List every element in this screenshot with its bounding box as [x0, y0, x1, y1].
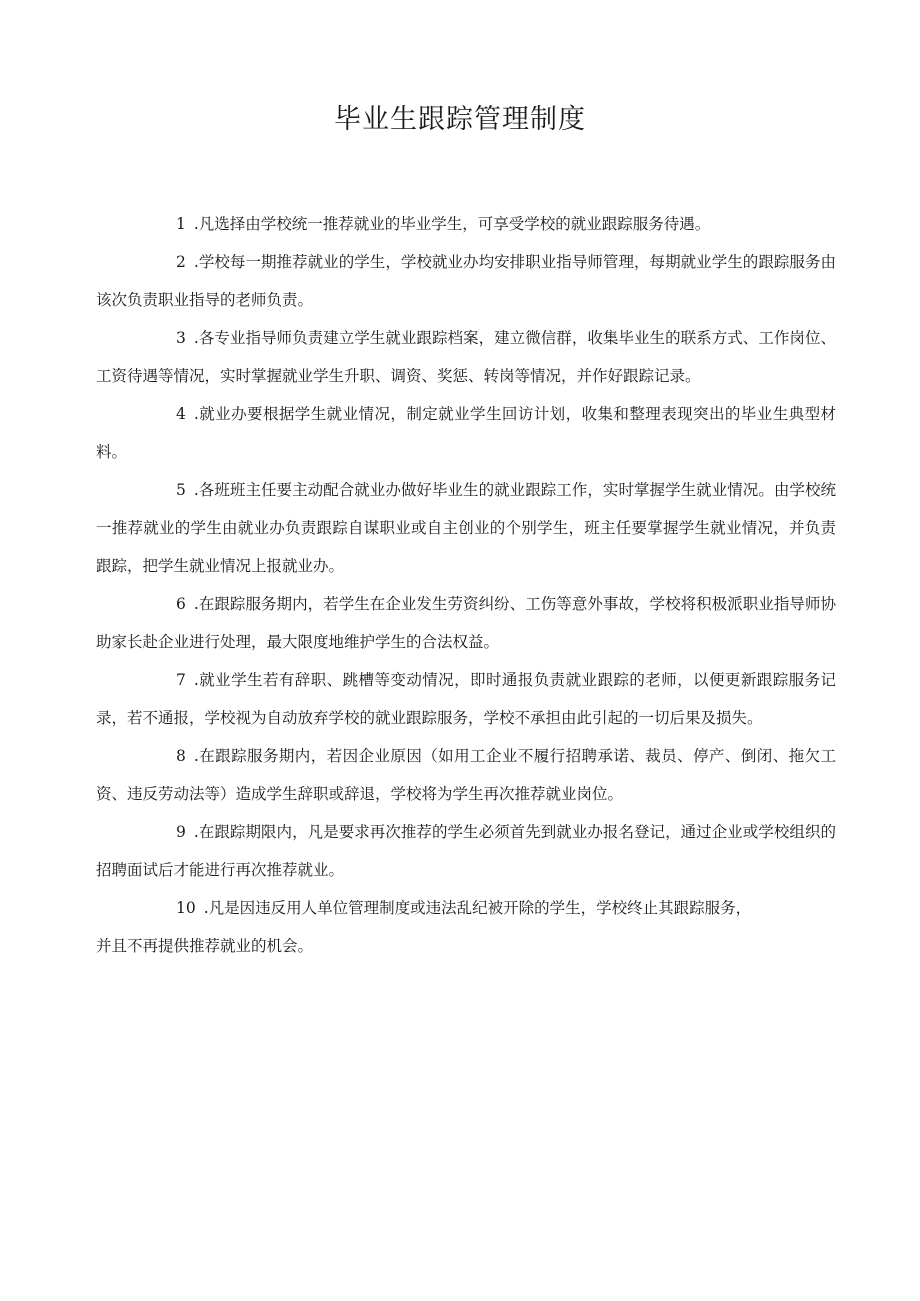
list-item: [96, 585, 836, 661]
item-number: 10: [176, 899, 196, 917]
item-number: 2: [176, 253, 186, 271]
item-text: .在跟踪期限内，凡是要求再次推荐的学生必须首先到就业办报名登记，通过企业或学校组织的招聘面试后才能进行再次推荐就业。: [96, 823, 836, 879]
list-item: [96, 243, 836, 319]
list-item: [96, 813, 836, 889]
list-item: [96, 205, 836, 243]
item-text: .凡选择由学校统一推荐就业的毕业学生，可享受学校的就业跟踪服务待遇。: [193, 215, 711, 233]
list-item: [96, 319, 836, 395]
item-text: .各专业指导师负责建立学生就业跟踪档案，建立微信群，收集毕业生的联系方式、工作岗位、工资待遇等情况，实时掌握就业学生升职、调资、奖惩、转岗等情况，并作好跟踪记录。: [96, 329, 836, 385]
item-text: .学校每一期推荐就业的学生，学校就业办均安排职业指导师管理，每期就业学生的跟踪服务由该次负责职业指导的老师负责。: [96, 253, 836, 309]
document-body: [96, 205, 836, 965]
list-item: [96, 737, 836, 813]
item-number: 1: [176, 215, 186, 233]
list-item: [96, 661, 836, 737]
item-text: .在跟踪服务期内，若学生在企业发生劳资纠纷、工伤等意外事故，学校将积极派职业指导师协助家长赴企业进行处理，最大限度地维护学生的合法权益。: [96, 595, 836, 651]
item-number: 7: [176, 671, 186, 689]
list-item: [96, 889, 836, 927]
item-text: .在跟踪服务期内，若因企业原因（如用工企业不履行招聘承诺、裁员、停产、倒闭、拖欠工资、违反劳动法等）造成学生辞职或辞退，学校将为学生再次推荐就业岗位。: [96, 747, 836, 803]
item-number: 8: [176, 747, 186, 765]
item-number: 4: [176, 405, 186, 423]
item-number: 6: [176, 595, 186, 613]
list-item: [96, 395, 836, 471]
item-number: 5: [176, 481, 186, 499]
item-text: .就业办要根据学生就业情况，制定就业学生回访计划，收集和整理表现突出的毕业生典型材料。: [96, 405, 836, 461]
item-text: .就业学生若有辞职、跳槽等变动情况，即时通报负责就业跟踪的老师，以便更新跟踪服务记录，若不通报，学校视为自动放弃学校的就业跟踪服务，学校不承担由此引起的一切后果及损失。: [96, 671, 836, 727]
item-continuation: 并且不再提供推荐就业的机会。: [96, 937, 314, 955]
item-text: .凡是因违反用人单位管理制度或违法乱纪被开除的学生，学校终止其跟踪服务，: [203, 899, 752, 917]
list-item: [96, 471, 836, 585]
item-text: .各班班主任要主动配合就业办做好毕业生的就业跟踪工作，实时掌握学生就业情况。由学校统一推荐就业的学生由就业办负责跟踪自谋职业或自主创业的个别学生，班主任要掌握学生就业情况，并负责跟踪，把学生就业情况上报就业办。: [96, 481, 836, 575]
page-title: 毕业生跟踪管理制度: [334, 104, 586, 135]
item-number: 9: [176, 823, 186, 841]
item-number: 3: [176, 329, 186, 347]
